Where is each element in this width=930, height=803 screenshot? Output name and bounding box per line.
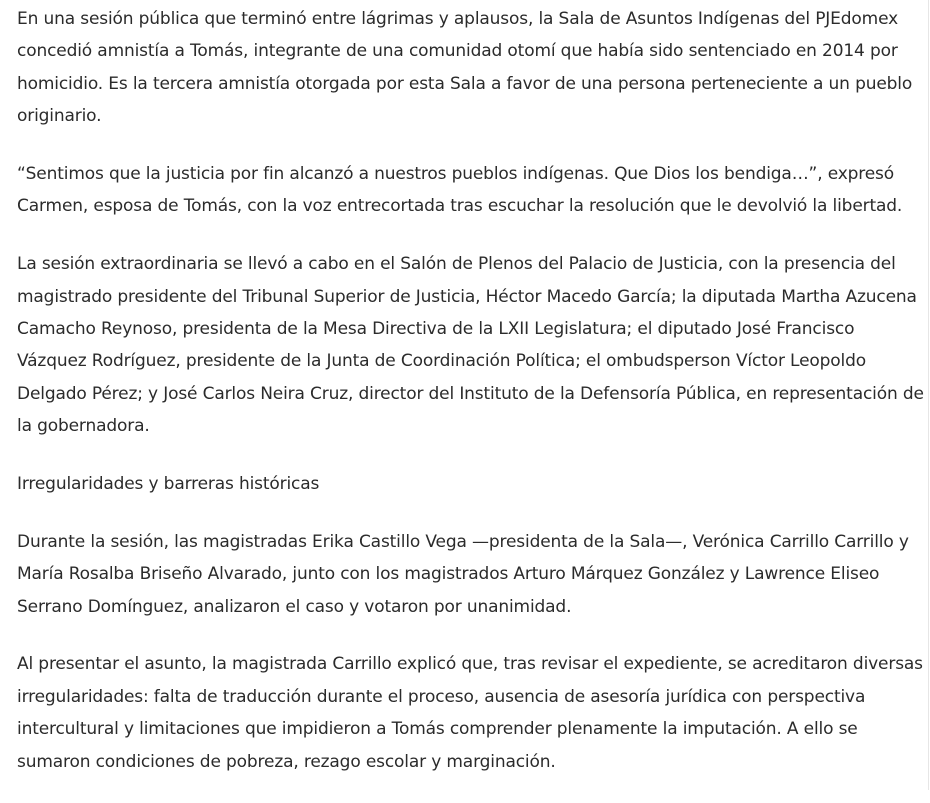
page-right-border [928,0,929,790]
paragraph-irregularities: Al presentar el asunto, la magistrada Carrillo explicó que, tras revisar el expediente, se acreditaron diversas irregularidades: falta de traducción durante el proceso, ausencia de asesoría jurídica con perspectiva intercultural y limitaciones que impidieron a Tomás comprender plenamente la imputación. A ello se sumaron condiciones de pobreza, rezago escolar y marginación. [17,654,923,772]
section-subheading: Irregularidades y barreras históricas [17,474,320,495]
paragraph-session-attendees: La sesión extraordinaria se llevó a cabo en el Salón de Plenos del Palacio de Justicia, con la presencia del magistrado presidente del Tribunal Superior de Justicia, Héctor Macedo García; la diputada Martha Azucena Camacho Reynoso, presidenta de la Mesa Directiva de la LXII Legislatura; el diputado José Francisco Vázquez Rodríguez, presidente de la Junta de Coordinación Política; el ombudsperson Víctor Leopoldo Delgado Pérez; y José Carlos Neira Cruz, director del Instituto de la Defensoría Pública, en representación de la gobernadora. [17,254,924,437]
article-body [17,3,925,803]
paragraph-amnesty-intro: En una sesión pública que terminó entre lágrimas y aplausos, la Sala de Asuntos Indígenas del PJEdomex concedió amnistía a Tomás, integrante de una comunidad otomí que había sido sentenciado en 2014 por homicidio. Es la tercera amnistía otorgada por esta Sala a favor de una persona perteneciente a un pueblo originario. [17,9,913,127]
paragraph-magistrates-vote: Durante la sesión, las magistradas Erika Castillo Vega —presidenta de la Sala—, Verónica Carrillo Carrillo y María Rosalba Briseño Alvarado, junto con los magistrados Arturo Márquez González y Lawrence Eliseo Serrano Domínguez, analizaron el caso y votaron por unanimidad. [17,531,909,617]
paragraph-carmen-quote: “Sentimos que la justicia por fin alcanzó a nuestros pueblos indígenas. Que Dios los bendiga…”, expresó Carmen, esposa de Tomás, con la voz entrecortada tras escuchar la resolución que le devolvió la libertad. [17,164,903,217]
